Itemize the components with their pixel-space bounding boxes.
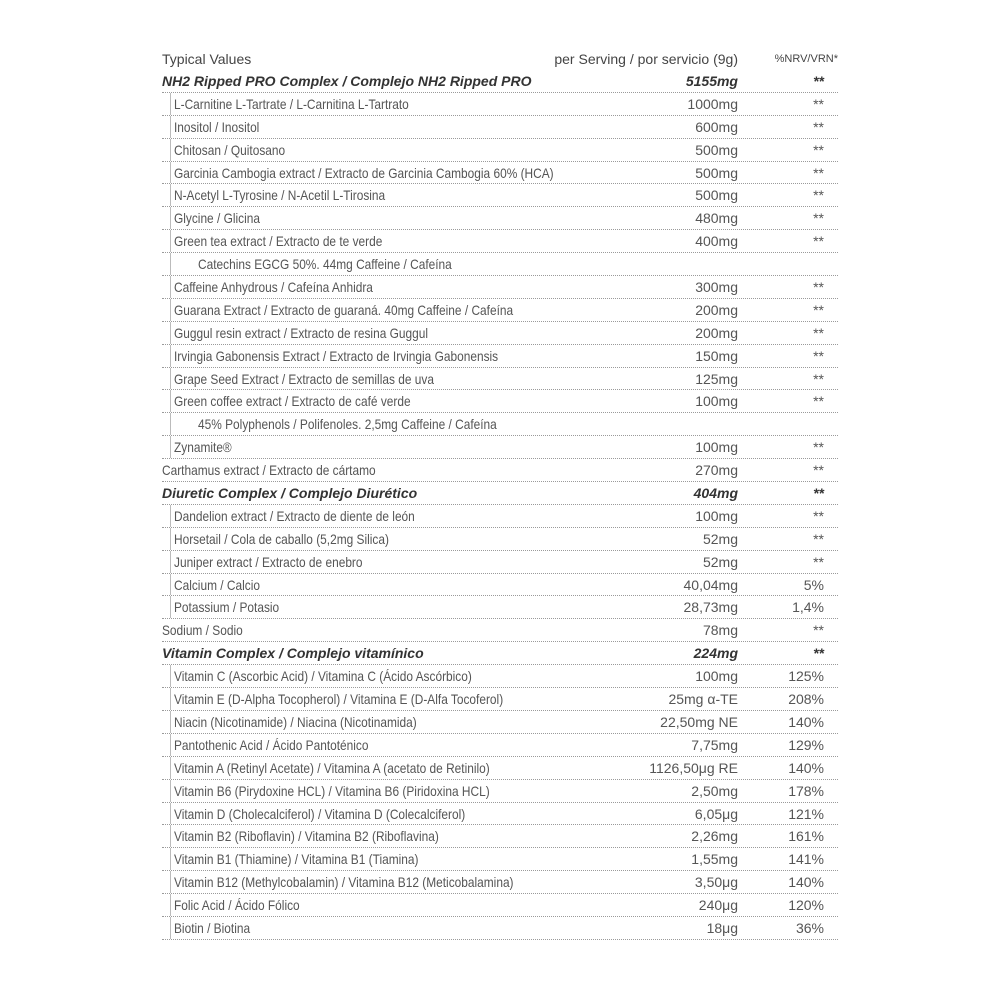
row-name: Guggul resin extract / Extracto de resina Guggul — [174, 324, 429, 341]
row-amount: 22,50mg NE — [660, 713, 738, 730]
row-name: Pantothenic Acid / Ácido Pantoténico — [174, 736, 369, 753]
row-amount: 52mg — [702, 553, 738, 570]
table-row — [162, 413, 838, 436]
row-name: Vitamin B12 (Methylcobalamin) / Vitamina B12 (Meticobalamina) — [174, 874, 514, 891]
row-nrv: 140% — [788, 759, 824, 776]
header-typical-values: Typical Values — [162, 51, 252, 67]
row-nrv: 5% — [803, 576, 824, 593]
row-nrv: ** — [813, 141, 824, 158]
row-name: Irvingia Gabonensis Extract / Extracto de Irvingia Gabonensis — [174, 347, 499, 364]
row-amount: 600mg — [695, 118, 738, 135]
row-name: Vitamin E (D-Alpha Tocopherol) / Vitamina E (D-Alfa Tocoferol) — [174, 691, 504, 708]
row-amount: 224mg — [693, 645, 738, 662]
table-row — [162, 596, 838, 619]
row-indent-line — [170, 803, 171, 825]
row-nrv: ** — [813, 210, 824, 227]
row-nrv: ** — [813, 393, 824, 410]
row-name: Horsetail / Cola de caballo (5,2mg Silica) — [174, 530, 389, 547]
table-row — [162, 711, 838, 734]
row-amount: 5155mg — [685, 73, 738, 89]
row-indent-line — [170, 551, 171, 573]
row-indent-line — [170, 688, 171, 710]
row-amount: 25mg α-TE — [668, 691, 738, 708]
table-row — [162, 459, 838, 482]
row-nrv: 36% — [795, 919, 824, 936]
row-nrv: ** — [813, 95, 824, 112]
nutrition-table — [162, 48, 838, 940]
table-group-row — [162, 482, 838, 505]
row-nrv: ** — [813, 370, 824, 387]
row-amount: 500mg — [695, 141, 738, 158]
row-indent-line — [170, 116, 171, 138]
table-row — [162, 276, 838, 299]
row-indent-line — [170, 505, 171, 527]
row-name: NH2 Ripped PRO Complex / Complejo NH2 Ripped PRO — [162, 73, 532, 89]
row-name: Biotin / Biotina — [174, 919, 251, 936]
row-indent-line — [170, 368, 171, 390]
row-indent-line — [170, 93, 171, 115]
row-amount: 200mg — [695, 324, 738, 341]
row-amount: 480mg — [695, 210, 738, 227]
row-amount: 2,50mg — [691, 782, 738, 799]
row-name: Carthamus extract / Extracto de cártamo — [162, 462, 376, 479]
row-name: Zynamite® — [174, 439, 232, 456]
row-nrv: ** — [813, 553, 824, 570]
row-name: Vitamin B1 (Thiamine) / Vitamina B1 (Tiamina) — [174, 851, 419, 868]
row-amount: 78mg — [702, 622, 738, 639]
table-row — [162, 253, 838, 276]
row-amount: 100mg — [695, 439, 738, 456]
table-row — [162, 551, 838, 574]
row-nrv: 129% — [788, 736, 824, 753]
row-name: Sodium / Sodio — [162, 622, 243, 639]
row-indent-line — [170, 848, 171, 870]
row-name: N-Acetyl L-Tyrosine / N-Acetil L-Tirosina — [174, 187, 386, 204]
row-indent-line — [170, 299, 171, 321]
row-nrv: 121% — [788, 805, 824, 822]
row-name: Vitamin A (Retinyl Acetate) / Vitamina A (acetato de Retinilo) — [174, 759, 490, 776]
table-row — [162, 162, 838, 185]
table-row — [162, 139, 838, 162]
row-name: Vitamin B2 (Riboflavin) / Vitamina B2 (Riboflavina) — [174, 828, 439, 845]
row-name: Green tea extract / Extracto de te verde — [174, 233, 383, 250]
row-name: Inositol / Inositol — [174, 118, 260, 135]
table-row — [162, 803, 838, 826]
table-body — [162, 70, 838, 940]
table-row — [162, 528, 838, 551]
table-row — [162, 848, 838, 871]
row-nrv: 120% — [788, 897, 824, 914]
row-nrv: ** — [813, 279, 824, 296]
table-row — [162, 917, 838, 940]
table-row — [162, 207, 838, 230]
row-indent-line — [170, 390, 171, 412]
row-amount: 100mg — [695, 668, 738, 685]
row-nrv: ** — [813, 530, 824, 547]
table-row — [162, 505, 838, 528]
row-nrv: ** — [813, 622, 824, 639]
row-indent-line — [170, 230, 171, 252]
row-amount: 200mg — [695, 301, 738, 318]
row-name: Guarana Extract / Extracto de guaraná. 40mg Caffeine / Cafeína — [174, 301, 514, 318]
row-indent-line — [170, 413, 171, 435]
row-indent-line — [170, 711, 171, 733]
row-indent-line — [170, 276, 171, 298]
row-name: Chitosan / Quitosano — [174, 141, 286, 158]
row-indent-line — [170, 436, 171, 458]
row-indent-line — [170, 665, 171, 687]
table-row — [162, 230, 838, 253]
table-row — [162, 871, 838, 894]
row-name: Juniper extract / Extracto de enebro — [174, 553, 363, 570]
row-nrv: ** — [813, 164, 824, 181]
row-nrv: 140% — [788, 874, 824, 891]
row-indent-line — [170, 757, 171, 779]
row-nrv: ** — [813, 485, 824, 502]
row-amount: 500mg — [695, 187, 738, 204]
row-name: Vitamin B6 (Pirydoxine HCL) / Vitamina B6 (Piridoxina HCL) — [174, 782, 490, 799]
header-nrv: %NRV/VRN* — [774, 53, 838, 65]
row-amount: 7,75mg — [691, 736, 738, 753]
row-indent-line — [170, 917, 171, 939]
row-amount: 18μg — [706, 919, 738, 936]
row-amount: 270mg — [695, 462, 738, 479]
table-row — [162, 665, 838, 688]
row-indent-line — [170, 253, 171, 275]
row-name: Niacin (Nicotinamide) / Niacina (Nicotinamida) — [174, 713, 417, 730]
row-indent-line — [170, 139, 171, 161]
table-row — [162, 688, 838, 711]
row-amount: 1126,50μg RE — [649, 759, 738, 776]
row-nrv: ** — [813, 324, 824, 341]
row-amount: 1,55mg — [691, 851, 738, 868]
row-name: Dandelion extract / Extracto de diente de león — [174, 507, 415, 524]
row-amount: 1000mg — [687, 95, 738, 112]
row-name: Glycine / Glicina — [174, 210, 260, 227]
row-indent-line — [170, 162, 171, 184]
row-name: L-Carnitine L-Tartrate / L-Carnitina L-Tartrato — [174, 95, 409, 112]
row-name: 45% Polyphenols / Polifenoles. 2,5mg Caffeine / Cafeína — [198, 416, 497, 433]
row-nrv: 161% — [788, 828, 824, 845]
row-amount: 40,04mg — [683, 576, 738, 593]
row-indent-line — [170, 596, 171, 618]
table-row — [162, 574, 838, 597]
row-nrv: 1,4% — [792, 599, 824, 616]
row-indent-line — [170, 871, 171, 893]
row-name: Vitamin Complex / Complejo vitamínico — [162, 645, 424, 662]
row-indent-line — [170, 345, 171, 367]
row-name: Vitamin C (Ascorbic Acid) / Vitamina C (Ácido Ascórbico) — [174, 668, 472, 685]
row-amount: 150mg — [695, 347, 738, 364]
table-header — [162, 48, 838, 70]
table-row — [162, 345, 838, 368]
table-group-row — [162, 642, 838, 665]
row-nrv: ** — [813, 347, 824, 364]
header-per-serving: per Serving / por servicio (9g) — [554, 51, 738, 67]
row-amount: 100mg — [695, 507, 738, 524]
row-indent-line — [170, 734, 171, 756]
row-name: Garcinia Cambogia extract / Extracto de Garcinia Cambogia 60% (HCA) — [174, 164, 554, 181]
row-amount: 2,26mg — [691, 828, 738, 845]
row-name: Diuretic Complex / Complejo Diurético — [162, 485, 418, 502]
table-row — [162, 894, 838, 917]
table-row — [162, 825, 838, 848]
row-amount: 500mg — [695, 164, 738, 181]
row-nrv: 141% — [788, 851, 824, 868]
row-indent-line — [170, 780, 171, 802]
row-nrv: ** — [813, 301, 824, 318]
row-nrv: 178% — [788, 782, 824, 799]
row-name: Vitamin D (Cholecalciferol) / Vitamina D (Colecalciferol) — [174, 805, 466, 822]
row-indent-line — [170, 207, 171, 229]
row-nrv: ** — [813, 645, 824, 662]
row-indent-line — [170, 322, 171, 344]
table-row — [162, 436, 838, 459]
table-row — [162, 390, 838, 413]
row-amount: 28,73mg — [683, 599, 738, 616]
row-name: Calcium / Calcio — [174, 576, 260, 593]
row-amount: 52mg — [702, 530, 738, 547]
row-indent-line — [170, 184, 171, 206]
row-name: Caffeine Anhydrous / Cafeína Anhidra — [174, 279, 373, 296]
row-amount: 404mg — [693, 485, 738, 502]
row-amount: 3,50μg — [694, 874, 738, 891]
row-name: Catechins EGCG 50%. 44mg Caffeine / Cafeína — [198, 256, 452, 273]
row-amount: 100mg — [695, 393, 738, 410]
row-nrv: 140% — [788, 713, 824, 730]
row-nrv: ** — [813, 73, 824, 89]
table-row — [162, 93, 838, 116]
table-row — [162, 780, 838, 803]
row-amount: 6,05μg — [694, 805, 738, 822]
row-nrv: 125% — [788, 668, 824, 685]
row-name: Grape Seed Extract / Extracto de semillas de uva — [174, 370, 434, 387]
row-indent-line — [170, 528, 171, 550]
row-amount: 125mg — [695, 370, 738, 387]
table-row — [162, 116, 838, 139]
row-amount: 400mg — [695, 233, 738, 250]
row-name: Potassium / Potasio — [174, 599, 280, 616]
row-amount: 300mg — [695, 279, 738, 296]
row-nrv: ** — [813, 118, 824, 135]
row-name: Green coffee extract / Extracto de café verde — [174, 393, 411, 410]
row-indent-line — [170, 825, 171, 847]
row-nrv: 208% — [788, 691, 824, 708]
table-row — [162, 619, 838, 642]
row-amount: 240μg — [698, 897, 738, 914]
row-nrv: ** — [813, 462, 824, 479]
row-name: Folic Acid / Ácido Fólico — [174, 897, 300, 914]
table-row — [162, 322, 838, 345]
table-row — [162, 734, 838, 757]
row-nrv: ** — [813, 507, 824, 524]
table-row — [162, 184, 838, 207]
row-nrv: ** — [813, 233, 824, 250]
table-row — [162, 299, 838, 322]
table-row — [162, 368, 838, 391]
table-group-row — [162, 70, 838, 93]
row-indent-line — [170, 574, 171, 596]
table-row — [162, 757, 838, 780]
row-nrv: ** — [813, 187, 824, 204]
row-nrv: ** — [813, 439, 824, 456]
row-indent-line — [170, 894, 171, 916]
